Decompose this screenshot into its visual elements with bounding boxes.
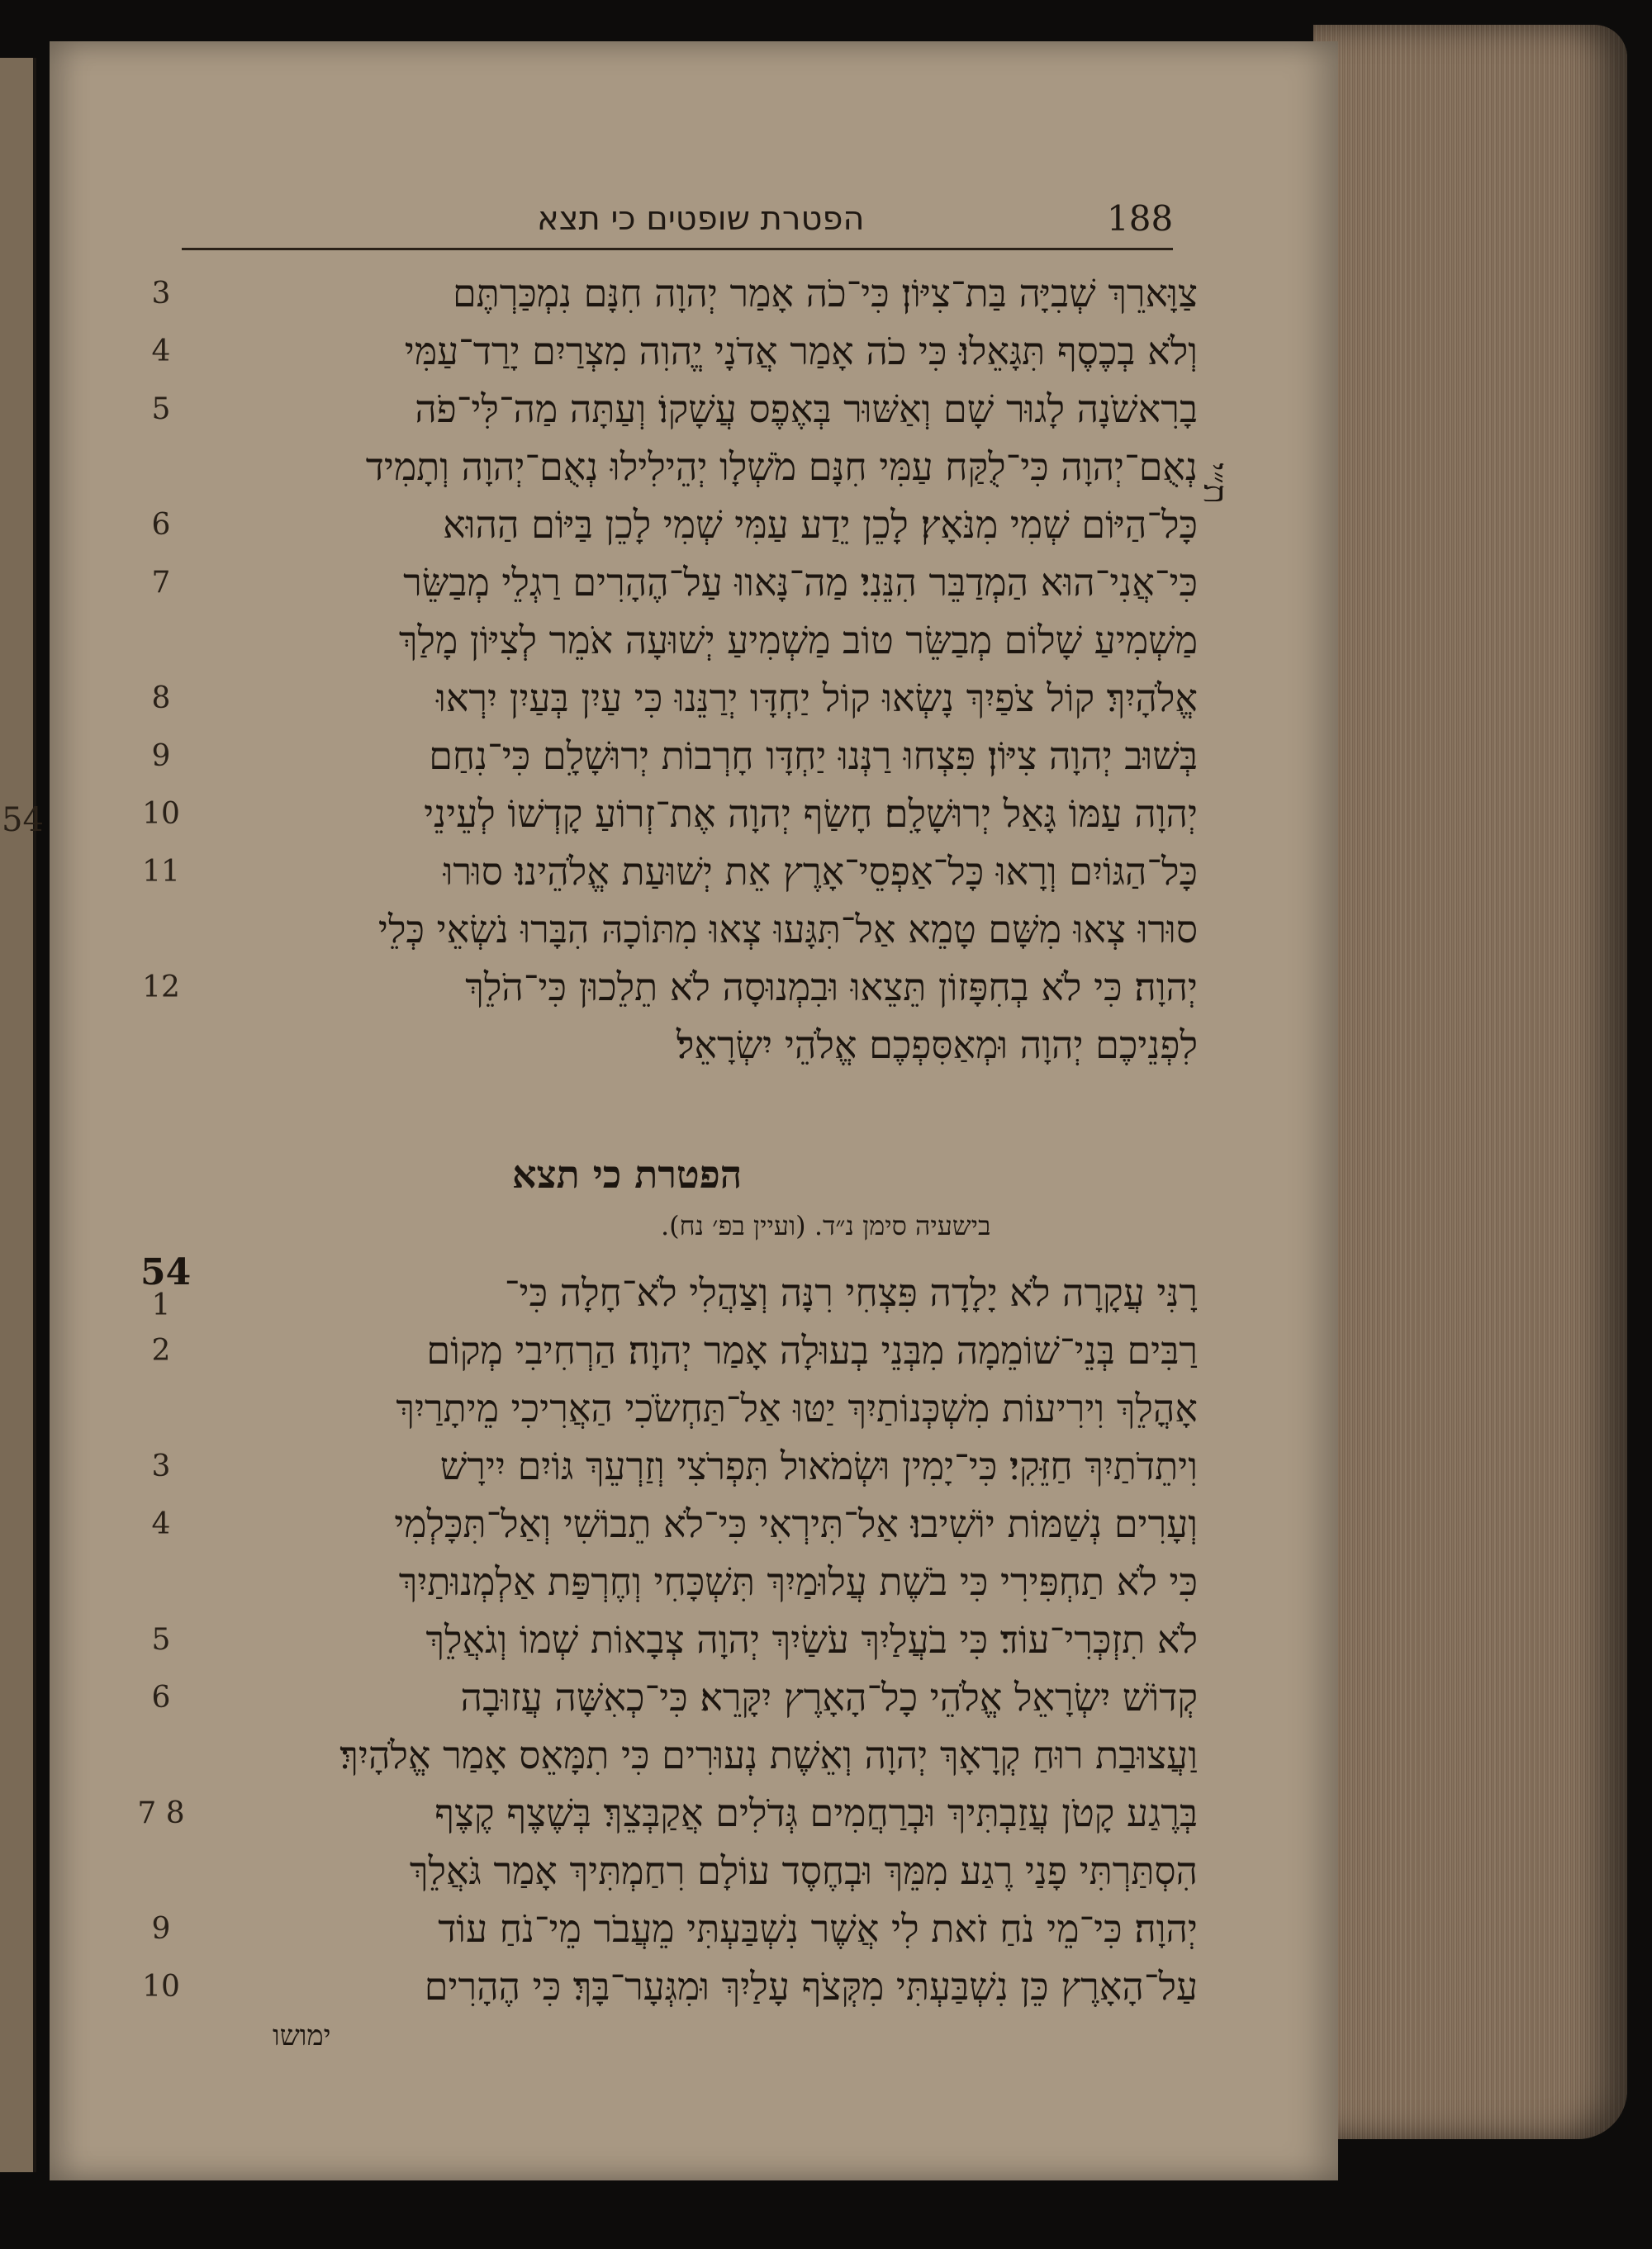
text-line: יְהוָה עַמּוֹ גָּאַל יְרוּשָׁלִָם׃ חָשַׂף יְהוָה אֶת־זְרוֹעַ קָדְשׁוֹ לְעֵינֵי bbox=[424, 791, 1198, 836]
verse-number: 5 bbox=[151, 392, 171, 426]
text-line: בְּרֶגַע קָטֹן עֲזַבְתִּיךְ וּבְרַחֲמִים גְּדֹלִים אֲקַבְּצֵךְ׃ בְּשֶׁצֶף קֶצֶף bbox=[434, 1791, 1198, 1835]
verse-number: 3 bbox=[151, 277, 171, 311]
text-line: לֹא תִזְכְּרִי־עוֹד׃ כִּי בֹעֲלַיִךְ עֹשַׂיִךְ יְהוָה צְבָאוֹת שְׁמוֹ וְגֹאֲלֵךְ bbox=[425, 1617, 1198, 1662]
text-line: סוּרוּ צְאוּ מִשָּׁם טָמֵא אַל־תִּגָּעוּ צְאוּ מִתּוֹכָהּ הִבָּרוּ נֹשְׂאֵי כְּלֵי bbox=[377, 907, 1198, 951]
text-line: בָרִאשֹׁנָה לָגוּר שָׁם וְאַשּׁוּר בְּאֶפֶס עֲשָׁקוֹ׃ וְעַתָּה מַה־לִּי־פֹה bbox=[415, 387, 1198, 431]
verse-number: 10 bbox=[142, 797, 180, 831]
left-page-edge bbox=[0, 58, 44, 2172]
verse-number: 9 bbox=[151, 1912, 171, 1946]
text-line: וְעָרִים נְשַׁמּוֹת יוֹשִׁיבוּ׃ אַל־תִּירְאִי כִּי־לֹא תֵבוֹשִׁי וְאַל־תִּכָּלְמִי bbox=[394, 1502, 1198, 1546]
verse-number: 2 bbox=[151, 1334, 171, 1368]
page-block-edge bbox=[1313, 25, 1627, 2139]
verse-number: 6 bbox=[151, 508, 171, 542]
verse-number: 10 bbox=[142, 1970, 180, 2004]
verse-number: 1 bbox=[151, 1288, 171, 1322]
text-line: רָנִּי עֲקָרָה לֹא יָלָדָה פִּצְחִי רִנָּה וְצַהֲלִי לֹא־חָלָה כִּי־ bbox=[504, 1270, 1198, 1315]
text-line: צַוָּארֵךְ שְׁבִיָּה בַּת־צִיּוֹן׃ כִּי־כֹה אָמַר יְהוָה חִנָּם נִמְכַּרְתֶּם bbox=[452, 271, 1198, 316]
text-line: מַשְׁמִיעַ שָׁלוֹם מְבַשֵּׂר טוֹב מַשְׁמִיעַ יְשׁוּעָה אֹמֵר לְצִיּוֹן מָלַךְ bbox=[398, 618, 1198, 662]
text-line: כָּל־הַגּוֹיִם וְרָאוּ כָּל־אַפְסֵי־אָרֶץ אֵת יְשׁוּעַת אֱלֹהֵינוּ׃ סוּרוּ bbox=[443, 849, 1198, 894]
text-line: כָּל־הַיּוֹם שְׁמִי מִנֹּאָץ׃ לָכֵן יֵדַע עַמִּי שְׁמִי לָכֵן בַּיּוֹם הַהוּא bbox=[443, 502, 1198, 547]
catchword: ימושו bbox=[273, 2019, 331, 2052]
running-title: הפטרת שופטים כי תצא bbox=[537, 200, 865, 238]
text-line: עַל־הָאָרֶץ כֵּן נִשְׁבַּעְתִּי מִקְּצֹף עָלַיִךְ וּמִגְּעָר־בָּךְ׃ כִּי הֶהָרִים bbox=[424, 1964, 1198, 2009]
page-number: 188 bbox=[1107, 198, 1174, 239]
verse-number: 8 bbox=[151, 681, 171, 715]
left-page-number: 54 bbox=[2, 801, 44, 839]
book-page bbox=[50, 41, 1338, 2180]
verse-number: 5 bbox=[151, 1623, 171, 1657]
margin-note: ת״י bbox=[1196, 463, 1234, 505]
text-line: אָהֳלֵךְ וִירִיעוֹת מִשְׁכְּנוֹתַיִךְ יַטּוּ אַל־תַּחְשֹׂכִי הַאֲרִיכִי מֵיתָרַיִךְ bbox=[396, 1386, 1198, 1431]
verse-number: 12 bbox=[142, 970, 180, 1004]
text-line: רַבִּים בְּנֵי־שׁוֹמֵמָה מִבְּנֵי בְעוּלָה אָמַר יְהוָה׃ הַרְחִיבִי מְקוֹם bbox=[426, 1328, 1198, 1373]
verse-number: 11 bbox=[142, 855, 180, 889]
verse-number: 4 bbox=[151, 1507, 171, 1541]
verse-number: 6 bbox=[151, 1681, 171, 1715]
chapter-number: 54 bbox=[140, 1251, 192, 1293]
text-line: וַעֲצוּבַת רוּחַ קְרָאָךְ יְהוָה וְאֵשֶׁת נְעוּרִים כִּי תִמָּאֵס אָמַר אֱלֹהָיִךְ׃ bbox=[339, 1733, 1198, 1777]
text-line: הִסְתַּרְתִּי פָנַי רֶגַע מִמֵּךְ וּבְחֶסֶד עוֹלָם רִחַמְתִּיךְ אָמַר גֹּאֲלֵךְ bbox=[409, 1848, 1198, 1893]
text-line: קְדוֹשׁ יִשְׂרָאֵל אֱלֹהֵי כָל־הָאָרֶץ יִקָּרֵא׃ כִּי־כְאִשָּׁה עֲזוּבָה bbox=[460, 1675, 1198, 1720]
section-title: הפטרת כי תצא bbox=[512, 1152, 743, 1197]
verse-number: 3 bbox=[151, 1450, 171, 1483]
text-line: וְלֹא בְכֶסֶף תִּגָּאֵלוּ׃ כִּי כֹה אָמַר אֲדֹנָי יֱהוִה מִצְרַיִם יָרַד־עַמִּי bbox=[404, 329, 1198, 373]
text-line: אֱלֹהָיִךְ׃ קוֹל צֹפַיִךְ נָשְׂאוּ קוֹל יַחְדָּו יְרַנֵּנוּ כִּי עַיִן בְּעַיִן יִרְאוּ bbox=[436, 676, 1198, 720]
text-line: כִּי לֹא תַחְפִּירִי כִּי בֹשֶׁת עֲלוּמַיִךְ תִּשְׁכָּחִי וְחֶרְפַּת אַלְמְנוּתַיִךְ bbox=[398, 1559, 1198, 1604]
running-head bbox=[182, 182, 1173, 250]
verse-number: 7 bbox=[151, 566, 171, 600]
verse-number: 4 bbox=[151, 335, 171, 368]
text-line: לִפְנֵיכֶם יְהוָה וּמְאַסִּפְכֶם אֱלֹהֵי יִשְׂרָאֵל׃ bbox=[676, 1022, 1198, 1067]
section-reference: בישעיה סימן נ״ד. (ועיין בפ׳ נח). bbox=[661, 1210, 991, 1241]
text-line: יְהוָה׃ כִּי־מֵי נֹחַ זֹאת לִי אֲשֶׁר נִשְׁבַּעְתִּי מֵעֲבֹר מֵי־נֹחַ עוֹד bbox=[438, 1906, 1198, 1951]
text-line: נְאֻם־יְהוָה כִּי־לֻקַּח עַמִּי חִנָּם מֹשְׁלָו יְהֵילִילוּ נְאֻם־יְהוָה וְתָמִיד bbox=[365, 444, 1198, 489]
verse-number: 7 8 bbox=[137, 1796, 185, 1830]
text-line: וִיתֵדֹתַיִךְ חַזֵּקִי׃ כִּי־יָמִין וּשְׂמֹאול תִּפְרֹצִי וְזַרְעֵךְ גּוֹיִם יִירָשׁ bbox=[439, 1444, 1198, 1488]
text-line: בְּשׁוּב יְהוָה צִיּוֹן׃ פִּצְחוּ רַנְּנוּ יַחְדָּו חָרְבוֹת יְרוּשָׁלִָם כִּי־נִחַם bbox=[429, 733, 1198, 778]
text-line: כִּי־אֲנִי־הוּא הַמְדַבֵּר הִנֵּנִי׃ מַה־נָּאווּ עַל־הֶהָרִים רַגְלֵי מְבַשֵּׂר bbox=[403, 560, 1198, 605]
text-line: יְהוָה׃ כִּי לֹא בְחִפָּזוֹן תֵּצֵאוּ וּבִמְנוּסָה לֹא תֵלֵכוּן כִּי־הֹלֵךְ bbox=[465, 965, 1198, 1009]
verse-number: 9 bbox=[151, 739, 171, 773]
